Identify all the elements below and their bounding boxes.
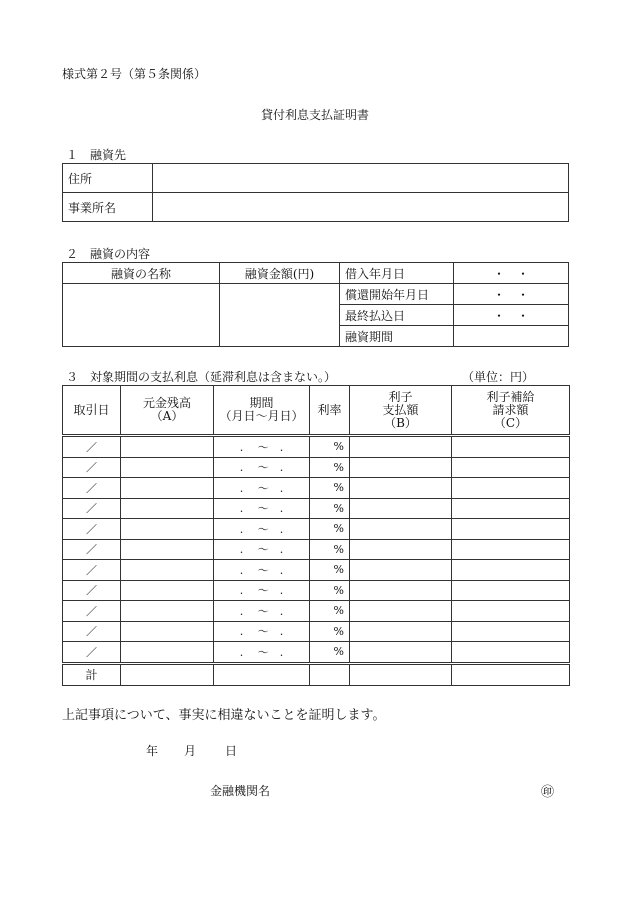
table-row	[63, 580, 570, 601]
row-interest-paid-cell[interactable]	[350, 601, 452, 622]
year-label: 年	[146, 744, 159, 758]
total-principal-cell[interactable]	[121, 663, 214, 685]
borrower-row	[63, 193, 569, 222]
row-period-cell[interactable]: . ～ .	[214, 601, 310, 622]
total-label: 計	[63, 663, 121, 685]
row-date-cell[interactable]: ／	[63, 642, 121, 664]
loan-period-label: 融資期間	[340, 326, 454, 347]
col-interest-paid: 利子 支払額 （B）	[350, 386, 452, 436]
unit-label: （単位：円）	[462, 370, 535, 384]
row-interest-paid-cell[interactable]	[350, 519, 452, 540]
row-subsidy-claim-cell[interactable]	[452, 601, 570, 622]
table-row	[63, 560, 570, 581]
col-principal: 元金残高 （A）	[121, 386, 214, 436]
month-label: 月	[184, 744, 197, 758]
row-interest-paid-cell[interactable]	[350, 642, 452, 664]
col-period: 期間 （月日～月日）	[214, 386, 310, 436]
business-name-label: 事業所名	[63, 193, 153, 222]
row-period-cell[interactable]: . ～ .	[214, 539, 310, 560]
row-date-cell[interactable]: ／	[63, 539, 121, 560]
total-period-cell[interactable]	[214, 663, 310, 685]
row-date-cell[interactable]: ／	[63, 580, 121, 601]
loan-name-field[interactable]	[63, 284, 220, 347]
loan-amount-field[interactable]	[220, 284, 340, 347]
row-date-cell[interactable]: ／	[63, 498, 121, 519]
table-row	[63, 601, 570, 622]
total-rate-cell[interactable]	[310, 663, 350, 685]
section3-heading: ３ 対象期間の支払利息（延滞利息は含まない。）	[66, 370, 337, 384]
row-interest-paid-cell[interactable]	[350, 478, 452, 499]
row-principal-cell[interactable]	[121, 621, 214, 642]
row-date-cell[interactable]: ／	[63, 621, 121, 642]
row-principal-cell[interactable]	[121, 498, 214, 519]
row-rate-cell[interactable]: %	[310, 457, 350, 478]
row-principal-cell[interactable]	[121, 539, 214, 560]
row-period-cell[interactable]: . ～ .	[214, 478, 310, 499]
repayment-start-label: 償還開始年月日	[340, 284, 454, 305]
row-subsidy-claim-cell[interactable]	[452, 560, 570, 581]
row-period-cell[interactable]: . ～ .	[214, 498, 310, 519]
row-interest-paid-cell[interactable]	[350, 580, 452, 601]
loan-details-table	[62, 262, 569, 347]
row-subsidy-claim-cell[interactable]	[452, 621, 570, 642]
loan-name-header: 融資の名称	[63, 263, 220, 284]
borrower-table	[62, 163, 569, 222]
row-subsidy-claim-cell[interactable]	[452, 519, 570, 540]
day-label: 日	[225, 744, 238, 758]
row-date-cell[interactable]: ／	[63, 457, 121, 478]
certification-statement: 上記事項について、事実に相違ないことを証明します。	[62, 708, 386, 723]
total-row	[63, 663, 570, 685]
row-period-cell[interactable]: . ～ .	[214, 621, 310, 642]
row-subsidy-claim-cell[interactable]	[452, 580, 570, 601]
loan-period-field[interactable]	[454, 326, 569, 347]
final-payment-label: 最終払込日	[340, 305, 454, 326]
row-period-cell[interactable]: . ～ .	[214, 457, 310, 478]
interest-table	[62, 385, 570, 686]
address-label: 住所	[63, 164, 153, 193]
row-principal-cell[interactable]	[121, 519, 214, 540]
table-row	[63, 498, 570, 519]
row-principal-cell[interactable]	[121, 436, 214, 458]
row-rate-cell[interactable]: %	[310, 580, 350, 601]
section1-heading: １ 融資先	[66, 148, 127, 162]
business-name-field[interactable]	[153, 193, 569, 222]
row-rate-cell[interactable]: %	[310, 560, 350, 581]
row-interest-paid-cell[interactable]	[350, 539, 452, 560]
table-row	[63, 519, 570, 540]
row-subsidy-claim-cell[interactable]	[452, 539, 570, 560]
row-rate-cell[interactable]: %	[310, 498, 350, 519]
row-rate-cell[interactable]: %	[310, 642, 350, 664]
row-rate-cell[interactable]: %	[310, 601, 350, 622]
row-period-cell[interactable]: . ～ .	[214, 436, 310, 458]
final-payment-field[interactable]: ・ ・	[454, 305, 569, 326]
borrow-date-field[interactable]: ・ ・	[454, 263, 569, 284]
row-period-cell[interactable]: . ～ .	[214, 519, 310, 540]
row-rate-cell[interactable]: %	[310, 539, 350, 560]
col-rate: 利率	[310, 386, 350, 436]
section2-heading: ２ 融資の内容	[66, 247, 151, 261]
row-subsidy-claim-cell[interactable]	[452, 642, 570, 664]
borrower-row	[63, 164, 569, 193]
row-interest-paid-cell[interactable]	[350, 457, 452, 478]
table-row	[63, 436, 570, 458]
table-row	[63, 621, 570, 642]
row-principal-cell[interactable]	[121, 560, 214, 581]
row-subsidy-claim-cell[interactable]	[452, 498, 570, 519]
col-transaction-date: 取引日	[63, 386, 121, 436]
form-number: 様式第２号（第５条関係）	[62, 67, 207, 81]
row-date-cell[interactable]: ／	[63, 601, 121, 622]
row-rate-cell[interactable]: %	[310, 478, 350, 499]
institution-label: 金融機関名	[210, 784, 271, 798]
repayment-start-field[interactable]: ・ ・	[454, 284, 569, 305]
row-principal-cell[interactable]	[121, 478, 214, 499]
page-title: 貸付利息支払証明書	[260, 108, 369, 122]
row-rate-cell[interactable]: %	[310, 436, 350, 458]
row-rate-cell[interactable]: %	[310, 519, 350, 540]
row-period-cell[interactable]: . ～ .	[214, 560, 310, 581]
row-interest-paid-cell[interactable]	[350, 498, 452, 519]
total-interest-paid-cell[interactable]	[350, 663, 452, 685]
row-principal-cell[interactable]	[121, 457, 214, 478]
table-row	[63, 478, 570, 499]
table-row	[63, 539, 570, 560]
row-date-cell[interactable]: ／	[63, 519, 121, 540]
row-subsidy-claim-cell[interactable]	[452, 457, 570, 478]
row-principal-cell[interactable]	[121, 601, 214, 622]
borrow-date-label: 借入年月日	[340, 263, 454, 284]
address-field[interactable]	[153, 164, 569, 193]
row-principal-cell[interactable]	[121, 642, 214, 664]
seal-mark: ㊞	[541, 785, 555, 800]
row-principal-cell[interactable]	[121, 580, 214, 601]
row-subsidy-claim-cell[interactable]	[452, 436, 570, 458]
loan-amount-header: 融資金額(円)	[220, 263, 340, 284]
table-row	[63, 642, 570, 664]
row-interest-paid-cell[interactable]	[350, 436, 452, 458]
row-rate-cell[interactable]: %	[310, 621, 350, 642]
row-interest-paid-cell[interactable]	[350, 560, 452, 581]
row-period-cell[interactable]: . ～ .	[214, 642, 310, 664]
row-date-cell[interactable]: ／	[63, 560, 121, 581]
row-period-cell[interactable]: . ～ .	[214, 580, 310, 601]
row-date-cell[interactable]: ／	[63, 436, 121, 458]
row-subsidy-claim-cell[interactable]	[452, 478, 570, 499]
total-subsidy-claim-cell[interactable]	[452, 663, 570, 685]
row-interest-paid-cell[interactable]	[350, 621, 452, 642]
table-row	[63, 457, 570, 478]
col-subsidy-claim: 利子補給 請求額 （C）	[452, 386, 570, 436]
row-date-cell[interactable]: ／	[63, 478, 121, 499]
